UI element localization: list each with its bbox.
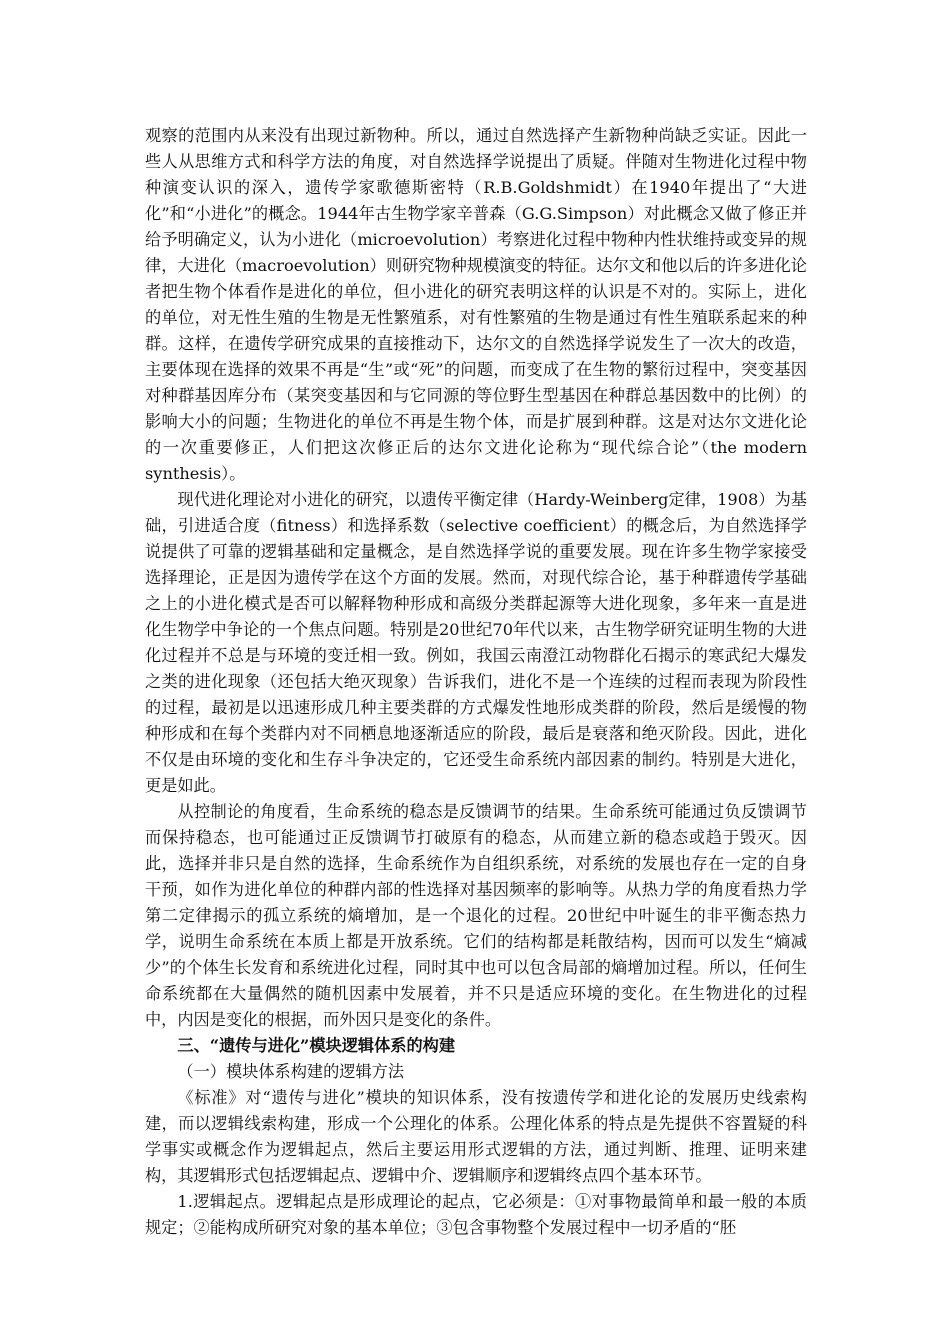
body-paragraph-1: 观察的范围内从来没有出现过新物种。所以，通过自然选择产生新物种尚缺乏实证。因此一些人从思维方式和科学方法的角度，对自然选择学说提出了质疑。伴随对生物进化过程中物种演变认识的深入，遗传学家歌德斯密特（R.B.Goldshmidt）在1940年提出了“大进化”和“小进化”的概念。1944年古生物学家辛普森（G.G.Simpson）对此概念又做了修正并给予明确定义，认为小进化（microevolution）考察进化过程中物种内性状维持或变异的规律，大进化（macroevolution）则研究物种规模演变的特征。达尔文和他以后的许多进化论者把生物个体看作是进化的单位，但小进化的研究表明这样的认识是不对的。实际上，进化的单位，对无性生殖的生物是无性繁殖系，对有性繁殖的生物是通过有性生殖联系起来的种群。这样，在遗传学研究成果的直接推动下，达尔文的自然选择学说发生了一次大的改造，主要体现在选择的效果不再是“生”或“死”的问题，而变成了在生物的繁衍过程中，突变基因对种群基因库分布（某突变基因和与它同源的等位野生型基因在种群总基因数中的比例）的影响大小的问题；生物进化的单位不再是生物个体，而是扩展到种群。这是对达尔文进化论的一次重要修正，人们把这次修正后的达尔文进化论称为“现代综合论”（the modern synthesis）。	[145, 126, 807, 483]
body-paragraph-2: 现代进化理论对小进化的研究，以遗传平衡定律（Hardy-Weinberg定律，1908）为基础，引进适合度（fitness）和选择系数（selective coefficient）的概念后，为自然选择学说提供了可靠的逻辑基础和定量概念，是自然选择学说的重要发展。现在许多生物学家接受选择理论，正是因为遗传学在这个方面的发展。然而，对现代综合论，基于种群遗传学基础之上的小进化模式是否可以解释物种形成和高级分类群起源等大进化现象，多年来一直是进化生物学中争论的一个焦点问题。特别是20世纪70年代以来，古生物学研究证明生物的大进化过程并不总是与环境的变迁相一致。例如，我国云南澄江动物群化石揭示的寒武纪大爆发之类的进化现象（还包括大绝灭现象）告诉我们，进化不是一个连续的过程而表现为阶段性的过程，最初是以迅速形成几种主要类群的方式爆发性地形成类群的阶段，然后是缓慢的物种形成和在每个类群内对不同栖息地逐渐适应的阶段，最后是衰落和绝灭阶段。因此，进化不仅是由环境的变化和生存斗争决定的，它还受生命系统内部因素的制约。特别是大进化，更是如此。	[145, 490, 807, 795]
body-paragraph-4: 《标准》对“遗传与进化”模块的知识体系，没有按遗传学和进化论的发展历史线索构建，而以逻辑线索构建，形成一个公理化的体系。公理化体系的特点是先提供不容置疑的科学事实或概念作为逻辑起点，然后主要运用形式逻辑的方法，通过判断、推理、证明来建构，其逻辑形式包括逻辑起点、逻辑中介、逻辑顺序和逻辑终点四个基本环节。	[145, 1088, 807, 1185]
body-paragraph-5: 1.逻辑起点。逻辑起点是形成理论的起点，它必须是：①对事物最简单和最一般的本质规定；②能构成所研究对象的基本单位；③包含事物整个发展过程中一切矛盾的“胚	[145, 1192, 807, 1237]
section-heading: 三、“遗传与进化”模块逻辑体系的构建	[177, 1036, 456, 1055]
document-page	[145, 123, 807, 1241]
subsection-heading: （一）模块体系构建的逻辑方法	[177, 1062, 405, 1081]
body-paragraph-3: 从控制论的角度看，生命系统的稳态是反馈调节的结果。生命系统可能通过负反馈调节而保持稳态，也可能通过正反馈调节打破原有的稳态，从而建立新的稳态或趋于毁灭。因此，选择并非只是自然的选择，生命系统作为自组织系统，对系统的发展也存在一定的自身干预，如作为进化单位的种群内部的性选择对基因频率的影响等。从热力学的角度看热力学第二定律揭示的孤立系统的熵增加，是一个退化的过程。20世纪中叶诞生的非平衡态热力学，说明生命系统在本质上都是开放系统。它们的结构都是耗散结构，因而可以发生“熵减少”的个体生长发育和系统进化过程，同时其中也可以包含局部的熵增加过程。所以，任何生命系统都在大量偶然的随机因素中发展着，并不只是适应环境的变化。在生物进化的过程中，内因是变化的根据，而外因只是变化的条件。	[145, 802, 807, 1029]
